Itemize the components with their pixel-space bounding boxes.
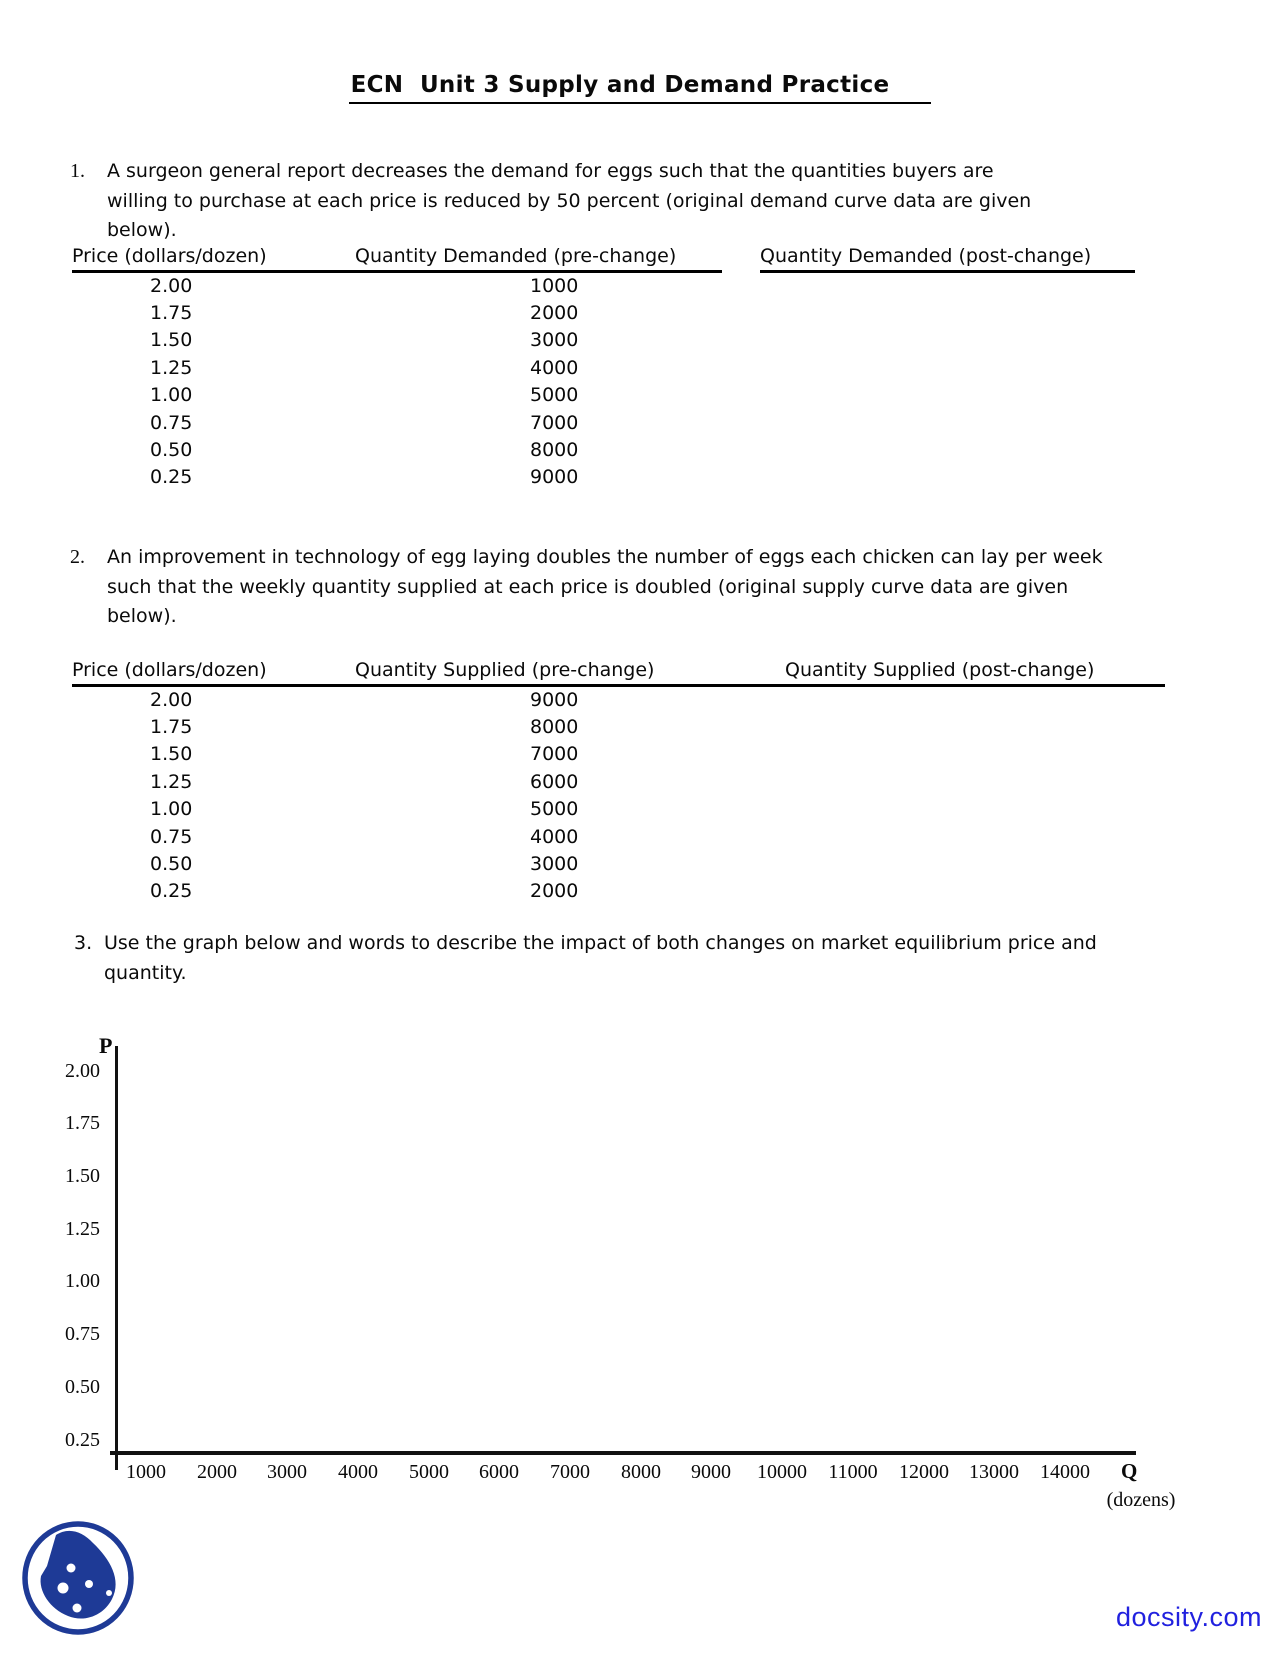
y-tick: 0.75 bbox=[65, 1323, 100, 1345]
price-value: 0.50 bbox=[150, 853, 193, 876]
y-tick: 1.50 bbox=[65, 1165, 100, 1187]
y-tick: 0.25 bbox=[65, 1429, 100, 1451]
qty-pre-value: 1000 bbox=[530, 274, 579, 297]
qty-pre-value: 4000 bbox=[530, 356, 579, 379]
x-axis-units: (dozens) bbox=[1106, 1489, 1176, 1511]
docsity-link[interactable]: docsity.com bbox=[1115, 1602, 1262, 1632]
price-value: 0.75 bbox=[150, 411, 193, 434]
y-tick: 1.25 bbox=[65, 1218, 100, 1240]
qty-pre-value: 5000 bbox=[530, 384, 579, 407]
x-tick: 7000 bbox=[550, 1461, 590, 1483]
question-2-text: An improvement in technology of egg laying doubles the number of eggs each chicken can lay per week such that the weekly quantity supplied at each price is doubled (original supply curve data are given below). bbox=[107, 546, 1103, 627]
x-tick: 14000 bbox=[1040, 1461, 1090, 1483]
x-tick: 3000 bbox=[267, 1461, 307, 1483]
y-axis-label: P bbox=[99, 1033, 113, 1058]
price-value: 1.00 bbox=[150, 798, 193, 821]
x-axis-label: Q bbox=[1121, 1459, 1138, 1483]
column-header-qs-post: Quantity Supplied (post-change) bbox=[785, 659, 1095, 681]
y-tick: 1.75 bbox=[65, 1112, 100, 1134]
qty-pre-value: 2000 bbox=[530, 302, 579, 325]
question-1-number: 1. bbox=[70, 160, 85, 182]
x-tick: 1000 bbox=[126, 1461, 166, 1483]
price-value: 1.75 bbox=[150, 302, 193, 325]
question-3-text: Use the graph below and words to describe the impact of both changes on market equilibrium price and quantity. bbox=[104, 932, 1097, 984]
x-tick: 4000 bbox=[338, 1461, 378, 1483]
x-tick: 2000 bbox=[197, 1461, 237, 1483]
price-value: 0.50 bbox=[150, 439, 193, 462]
qty-pre-value: 2000 bbox=[530, 880, 579, 903]
price-value: 0.75 bbox=[150, 825, 193, 848]
qty-pre-value: 9000 bbox=[530, 688, 579, 711]
column-header-qd-post: Quantity Demanded (post-change) bbox=[760, 245, 1092, 267]
x-tick: 6000 bbox=[479, 1461, 519, 1483]
column-header-qs-pre: Quantity Supplied (pre-change) bbox=[355, 659, 655, 681]
question-1-text: A surgeon general report decreases the demand for eggs such that the quantities buyers are willing to purchase at each price is reduced by 50 percent (original demand curve data are given below). bbox=[107, 160, 1032, 241]
page-title-text: ECN Unit 3 Supply and Demand Practice bbox=[349, 72, 932, 104]
qty-pre-value: 9000 bbox=[530, 466, 579, 489]
price-value: 0.25 bbox=[150, 466, 193, 489]
x-tick: 8000 bbox=[621, 1461, 661, 1483]
x-axis-line bbox=[110, 1451, 1136, 1455]
y-tick: 0.50 bbox=[65, 1376, 100, 1398]
price-value: 1.25 bbox=[150, 770, 193, 793]
y-tick: 1.00 bbox=[65, 1270, 100, 1292]
qty-pre-value: 5000 bbox=[530, 798, 579, 821]
price-value: 2.00 bbox=[150, 274, 193, 297]
qty-pre-value: 7000 bbox=[530, 743, 579, 766]
question-3-number: 3. bbox=[74, 932, 93, 954]
qty-pre-value: 7000 bbox=[530, 411, 579, 434]
price-value: 1.25 bbox=[150, 356, 193, 379]
price-value: 1.50 bbox=[150, 743, 193, 766]
price-value: 1.00 bbox=[150, 384, 193, 407]
docsity-logo-icon bbox=[21, 1520, 135, 1636]
x-tick: 12000 bbox=[899, 1461, 949, 1483]
docsity-logo[interactable] bbox=[21, 1520, 135, 1636]
qty-pre-value: 8000 bbox=[530, 439, 579, 462]
qty-pre-value: 4000 bbox=[530, 825, 579, 848]
question-2-number: 2. bbox=[70, 546, 85, 568]
x-tick: 10000 bbox=[757, 1461, 807, 1483]
qty-pre-value: 3000 bbox=[530, 853, 579, 876]
y-tick: 2.00 bbox=[65, 1060, 100, 1082]
column-header-price: Price (dollars/dozen) bbox=[72, 245, 267, 267]
price-value: 0.25 bbox=[150, 880, 193, 903]
x-tick: 11000 bbox=[828, 1461, 878, 1483]
x-tick: 13000 bbox=[969, 1461, 1019, 1483]
x-tick: 9000 bbox=[691, 1461, 731, 1483]
qty-pre-value: 8000 bbox=[530, 716, 579, 739]
y-axis-line bbox=[115, 1046, 118, 1470]
qty-pre-value: 6000 bbox=[530, 770, 579, 793]
x-tick: 5000 bbox=[409, 1461, 449, 1483]
price-value: 2.00 bbox=[150, 688, 193, 711]
column-header-qd-pre: Quantity Demanded (pre-change) bbox=[355, 245, 677, 267]
qty-pre-value: 3000 bbox=[530, 329, 579, 352]
column-header-price: Price (dollars/dozen) bbox=[72, 659, 267, 681]
price-value: 1.50 bbox=[150, 329, 193, 352]
price-value: 1.75 bbox=[150, 716, 193, 739]
